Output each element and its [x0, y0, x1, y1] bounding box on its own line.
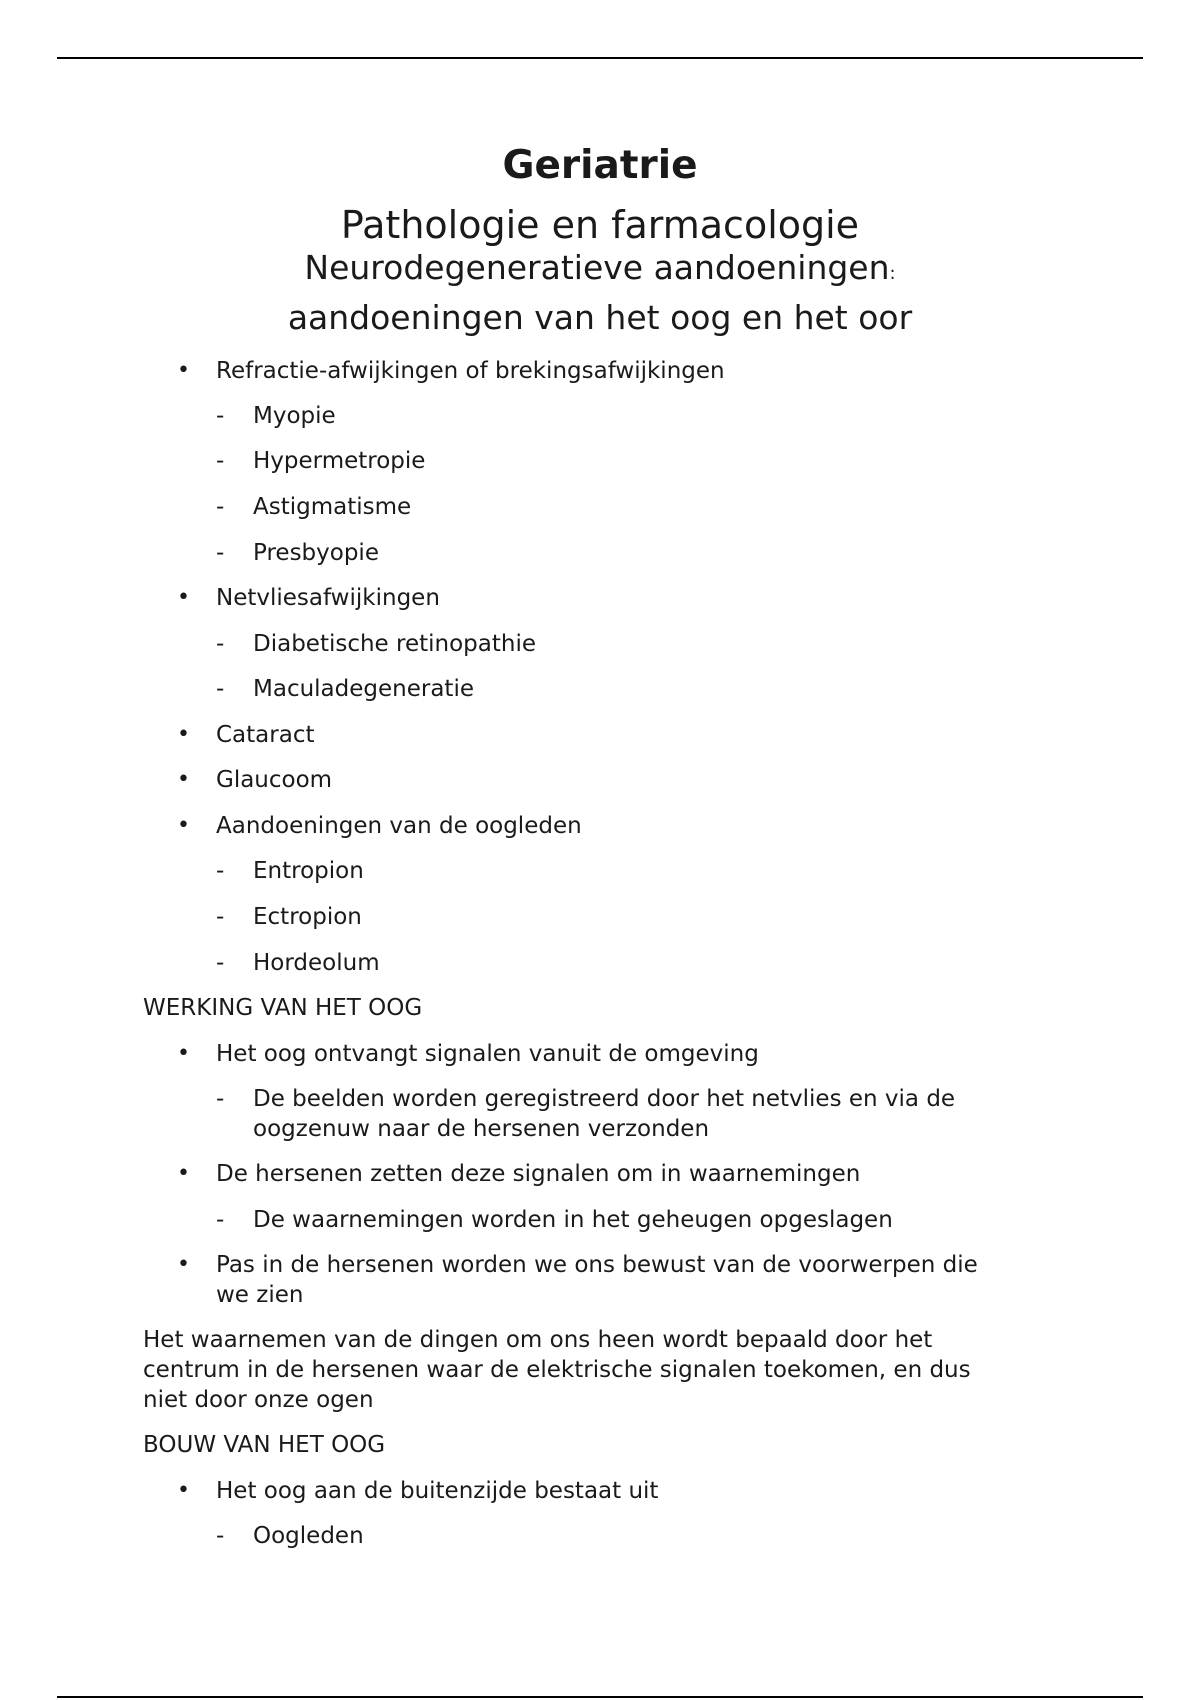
bullet-marker: • [177, 1478, 190, 1503]
bullet-marker: • [177, 722, 190, 747]
bottom-rule [57, 1696, 1143, 1698]
top-rule [57, 57, 1143, 59]
dash-marker: - [216, 1207, 225, 1233]
dash-marker: - [216, 448, 225, 474]
list-item-werking-2: De hersenen zetten deze signalen om in waarnemingen [216, 1161, 861, 1187]
list-item-entropion: Entropion [253, 858, 364, 884]
dash-marker: - [216, 858, 225, 884]
list-item-astigmatisme: Astigmatisme [253, 494, 412, 520]
section-heading-line2: aandoeningen van het oog en het oor [287, 298, 913, 337]
dash-marker: - [216, 904, 225, 930]
list-item-macula: Maculadegeneratie [253, 676, 474, 702]
heading-werking: WERKING VAN HET OOG [143, 995, 423, 1021]
list-item-werking-2a: De waarnemingen worden in het geheugen opgeslagen [253, 1207, 893, 1233]
bullet-marker: • [177, 358, 190, 383]
bullet-marker: • [177, 1252, 190, 1277]
list-item-werking-3-line1: Pas in de hersenen worden we ons bewust van de voorwerpen die [216, 1252, 978, 1278]
dash-marker: - [216, 403, 225, 429]
list-item-glaucoom: Glaucoom [216, 767, 333, 793]
list-item-hordeolum: Hordeolum [253, 950, 380, 976]
title-block [0, 140, 1200, 340]
dash-marker: - [216, 1086, 225, 1112]
dash-marker: - [216, 676, 225, 702]
dash-marker: - [216, 494, 225, 520]
bullet-marker: • [177, 585, 190, 610]
dash-marker: - [216, 540, 225, 566]
dash-marker: - [216, 950, 225, 976]
document-subtitle: Pathologie en farmacologie [340, 203, 860, 247]
bullet-marker: • [177, 1161, 190, 1186]
list-item-cataract: Cataract [216, 722, 315, 748]
list-item-diabetische: Diabetische retinopathie [253, 631, 537, 657]
paragraph-line1: Het waarnemen van de dingen om ons heen wordt bepaald door het [143, 1327, 933, 1353]
list-item-presbyopie: Presbyopie [253, 540, 379, 566]
list-item-werking-1: Het oog ontvangt signalen vanuit de omgeving [216, 1041, 759, 1067]
bullet-marker: • [177, 767, 190, 792]
document-title: Geriatrie [502, 143, 698, 188]
list-item-hypermetropie: Hypermetropie [253, 448, 426, 474]
dash-marker: - [216, 1523, 225, 1549]
list-item-refractie: Refractie-afwijkingen of brekingsafwijkingen [216, 358, 725, 384]
paragraph-line3: niet door onze ogen [143, 1387, 374, 1413]
list-item-netvlies: Netvliesafwijkingen [216, 585, 440, 611]
list-item-werking-3-line2: we zien [216, 1282, 304, 1308]
list-item-werking-1a-line1: De beelden worden geregistreerd door het netvlies en via de [253, 1086, 956, 1112]
list-item-bouw-1a: Oogleden [253, 1523, 364, 1549]
section-heading-line1 [0, 246, 1200, 296]
section-heading-text: Neurodegeneratieve aandoeningen [304, 248, 890, 287]
bullet-marker: • [177, 813, 190, 838]
list-item-bouw-1: Het oog aan de buitenzijde bestaat uit [216, 1478, 659, 1504]
heading-bouw: BOUW VAN HET OOG [143, 1432, 386, 1458]
section-heading-colon: : [889, 263, 896, 284]
bullet-marker: • [177, 1041, 190, 1066]
list-item-werking-1a-line2: oogzenuw naar de hersenen verzonden [253, 1116, 710, 1142]
list-item-ectropion: Ectropion [253, 904, 362, 930]
paragraph-line2: centrum in de hersenen waar de elektrische signalen toekomen, en dus [143, 1357, 971, 1383]
list-item-myopie: Myopie [253, 403, 336, 429]
dash-marker: - [216, 631, 225, 657]
list-item-oogleden: Aandoeningen van de oogleden [216, 813, 582, 839]
